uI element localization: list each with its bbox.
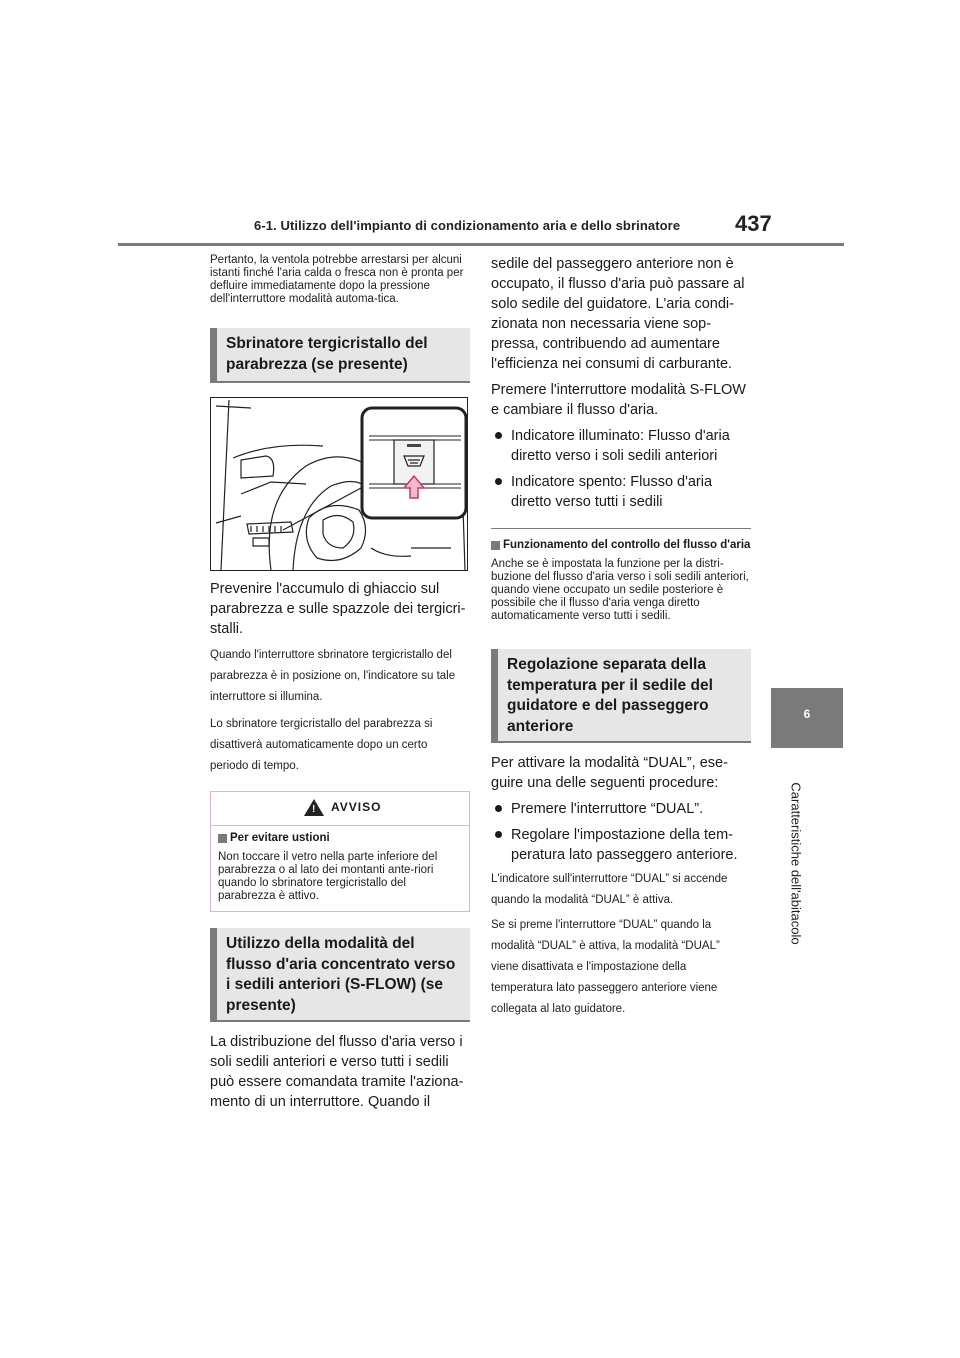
intro-paragraph: Pertanto, la ventola potrebbe arrestarsi per alcuni istanti finché l'aria calda o fresca non è pronta per defluire immediatamente dopo la pressione dell'interruttore modalità automa-tica.: [210, 254, 464, 305]
warning-heading-text: Per evitare ustioni: [230, 832, 330, 844]
s-flow-press-instruction: Premere l'interruttore modalità S-FLOW e cambiare il flusso d'aria.: [491, 382, 746, 418]
dual-step-2-text: Regolare l'impostazione della tem-peratura lato passeggero anteriore.: [511, 827, 738, 863]
indicator-off-text: Indicatore spento: Flusso d'aria diretto verso tutti i sedili: [511, 474, 713, 510]
warning-heading: [218, 832, 463, 845]
dual-paragraph-2: Se si preme l'interruttore “DUAL” quando la modalità “DUAL” è attiva, la modalità “DUAL” viene disattivata e l'impostazione della temperatura lato passeggero anteriore viene collegata al lato guidatore.: [491, 919, 720, 1015]
dashboard-illustration: [210, 397, 468, 571]
section-title-dual: Regolazione separata della temperatura per il sedile del guidatore e del passeggero anteriore: [491, 649, 751, 743]
dual-step-2: [491, 825, 753, 865]
section-title-s-flow: Utilizzo della modalità del flusso d'aria concentrato verso i sedili anteriori (S-FLOW) (se presente): [210, 928, 470, 1022]
section-divider: [491, 528, 751, 529]
airflow-control-heading-text: Funzionamento del controllo del flusso d'aria: [503, 539, 751, 551]
wiper-deicer-paragraph-2: Lo sbrinatore tergicristallo del parabrezza si disattiverà automaticamente dopo un certo periodo di tempo.: [210, 718, 433, 772]
section-title-wiper-deicer: Sbrinatore tergicristallo del parabrezza (se presente): [210, 328, 470, 383]
indicator-on-text: Indicatore illuminato: Flusso d'aria diretto verso i soli sedili anteriori: [511, 428, 730, 464]
warning-text: Non toccare il vetro nella parte inferiore del parabrezza o al lato dei montanti ante-riori quando lo sbrinatore tergicristallo del parabrezza è attivo.: [218, 851, 438, 902]
warning-body: [211, 826, 469, 911]
header-divider: [118, 243, 844, 246]
dual-step-1-text: Premere l'interruttore “DUAL”.: [511, 801, 704, 817]
s-flow-paragraph: La distribuzione del flusso d'aria verso i soli sedili anteriori e verso tutti i sedili può essere comandata tramite l'aziona-mento di un interruttore. Quando il: [210, 1034, 464, 1110]
bullet-icon: [495, 478, 502, 485]
indicator-off-item: [491, 472, 753, 512]
warning-header: [211, 792, 469, 826]
airflow-control-heading: [491, 539, 753, 552]
airflow-control-text: Anche se è impostata la funzione per la distri-buzione del flusso d'aria verso i soli sedili anteriori, quando viene occupato un sedile posteriore è possibile che il flusso d'aria venga diretto automaticamente verso tutti i sedili.: [491, 558, 749, 622]
dashboard-drawing: [211, 398, 468, 571]
left-column: [210, 254, 470, 1112]
dual-step-1: [491, 799, 753, 819]
page-header-title: 6-1. Utilizzo dell'impianto di condizionamento aria e dello sbrinatore: [254, 218, 681, 233]
warning-title: AVVISO: [331, 800, 382, 814]
square-bullet-icon: [218, 834, 227, 843]
bullet-icon: [495, 805, 502, 812]
square-bullet-icon: [491, 541, 500, 550]
s-flow-continued: sedile del passeggero anteriore non è occupato, il flusso d'aria può passare al solo sedile del guidatore. L'aria condi-zionata non necessaria viene sop-pressa, contribuendo ad aumentare l'efficienza nei consumi di carburante.: [491, 256, 745, 372]
bullet-icon: [495, 831, 502, 838]
wiper-deicer-paragraph-1: Quando l'interruttore sbrinatore tergicristallo del parabrezza è in posizione on, l'indicatore su tale interruttore si illumina.: [210, 649, 456, 703]
wiper-deicer-lead: Prevenire l'accumulo di ghiaccio sul parabrezza e sulle spazzole dei tergicri-stalli.: [210, 581, 466, 637]
bullet-icon: [495, 432, 502, 439]
dual-paragraph-1: L'indicatore sull'interruttore “DUAL” si accende quando la modalità “DUAL” è attiva.: [491, 873, 728, 906]
right-column: [491, 254, 753, 1020]
dual-intro: Per attivare la modalità “DUAL”, ese-guire una delle seguenti procedure:: [491, 755, 728, 791]
warning-box: [210, 791, 470, 912]
chapter-label: [787, 765, 805, 965]
page-number: 437: [735, 211, 772, 236]
chapter-label-text: Caratteristiche dell'abitacolo: [788, 782, 804, 945]
indicator-on-item: [491, 426, 753, 466]
exclamation-icon: !: [312, 804, 316, 815]
chapter-tab: 6: [771, 688, 843, 748]
